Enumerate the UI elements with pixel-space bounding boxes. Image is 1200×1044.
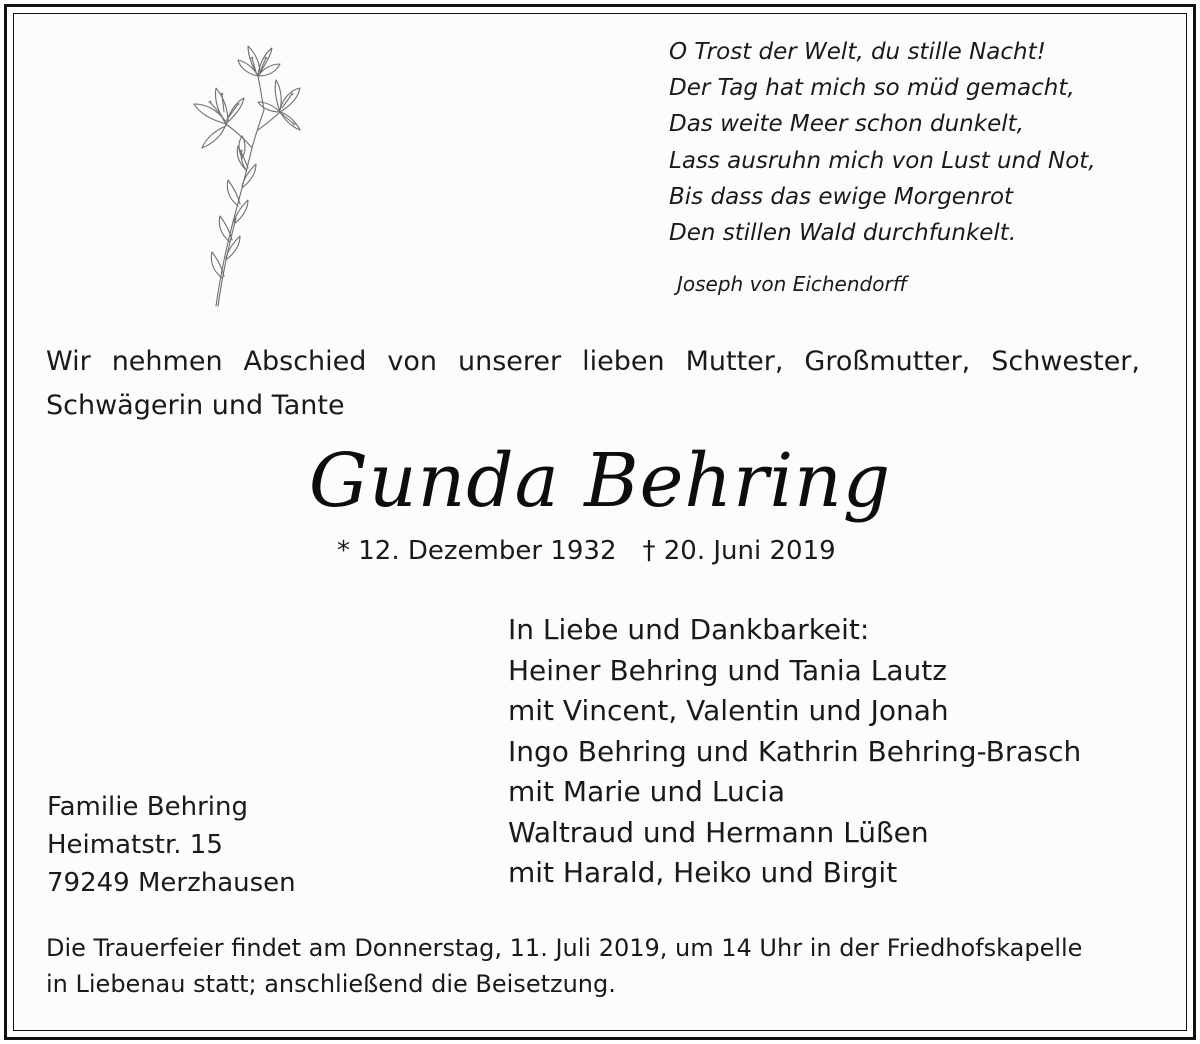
poem [669,34,1149,251]
poem-line: Der Tag hat mich so müd gemacht, [669,75,1075,102]
service-line: in Liebenau statt; anschließend die Beisetzung. [46,970,616,998]
mourner-line: mit Harald, Heiko und Birgit [508,856,898,889]
mourner-line: mit Marie und Lucia [508,775,786,808]
life-dates [337,536,836,566]
birth-date: * 12. Dezember 1932 [337,536,617,566]
address-city: 79249 Merzhausen [47,868,296,898]
mourner-line: mit Vincent, Valentin und Jonah [508,694,949,727]
poem-line: Lass ausruhn mich von Lust und Not, [669,147,1096,174]
mourners-heading: In Liebe und Dankbarkeit: [508,613,870,646]
poem-line: Das weite Meer schon dunkelt, [669,111,1024,138]
service-line: Die Trauerfeier findet am Donnerstag, 11. Juli 2019, um 14 Uhr in der Friedhofskapelle [46,934,1083,962]
poem-line: Den stillen Wald durchfunkelt. [669,220,1017,247]
farewell-line: Schwägerin und Tante [46,390,345,421]
mourner-line: Waltraud und Hermann Lüßen [508,815,929,849]
poem-line: O Trost der Welt, du stille Nacht! [669,39,1046,65]
funeral-service-info [46,930,1082,1002]
farewell-text [46,340,1140,428]
lily-illustration-icon [182,38,302,318]
poem-line: Bis dass das ewige Morgenrot [669,183,1014,210]
deceased-name: Gunda Behring [308,438,892,524]
family-address [47,788,296,902]
death-date: † 20. Juni 2019 [642,536,836,566]
mourner-line: Ingo Behring und Kathrin Behring-Brasch [508,734,1082,768]
farewell-line: Wir nehmen Abschied von unserer lieben Mutter, Großmutter, Schwester, [46,346,1140,377]
address-street: Heimatstr. 15 [47,830,223,860]
poem-author: Joseph von Eichendorff [677,272,908,296]
mourner-line: Heiner Behring und Tania Lautz [508,653,947,687]
address-family: Familie Behring [47,792,248,822]
mourners-list [508,610,1081,894]
